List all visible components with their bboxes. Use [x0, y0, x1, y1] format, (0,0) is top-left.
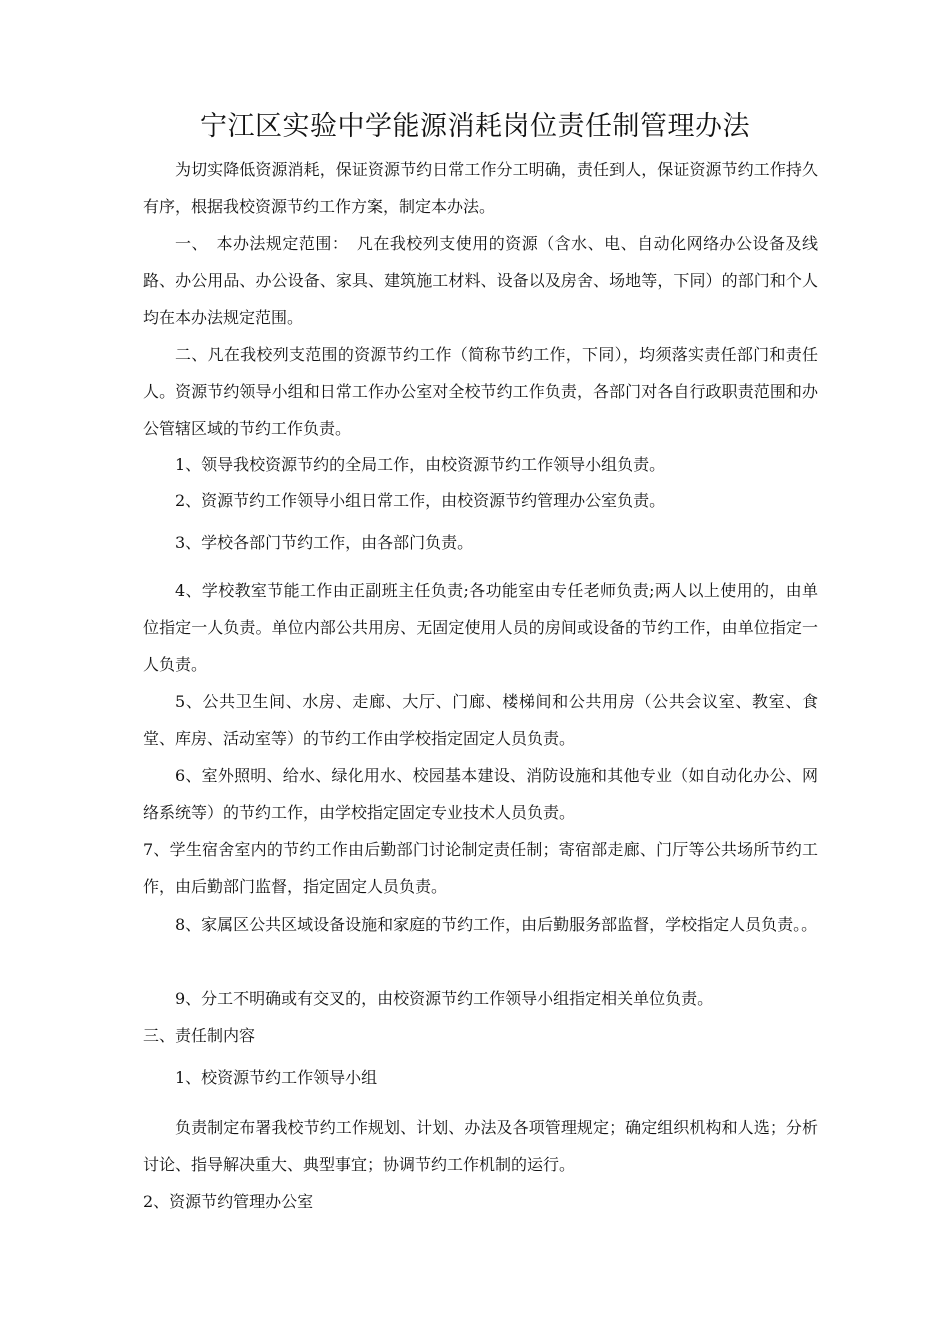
paragraph-section-1: 一、 本办法规定范围： 凡在我校列支使用的资源（含水、电、自动化网络办公设备及线路、办公用品、办公设备、家具、建筑施工材料、设备以及房舍、场地等，下同）的部门和个人均在本办法规定范围。: [143, 234, 818, 327]
subheading-leading-group: 1、校资源节约工作领导小组: [175, 1068, 378, 1087]
paragraph-item-3: 3、学校各部门节约工作，由各部门负责。: [175, 533, 474, 552]
paragraph-item-5: 5、公共卫生间、水房、走廊、大厅、门廊、楼梯间和公共用房（公共会议室、教室、食堂、库房、活动室等）的节约工作由学校指定固定人员负责。: [143, 692, 818, 748]
document-title: 宁江区实验中学能源消耗岗位责任制管理办法: [200, 111, 750, 142]
subheading-management-office: 2、资源节约管理办公室: [143, 1192, 314, 1211]
paragraph-item-7: 7、学生宿舍室内的节约工作由后勤部门讨论制定责任制；寄宿部走廊、门厅等公共场所节约工作，由后勤部门监督，指定固定人员负责。: [143, 840, 818, 896]
paragraph-section-2: 二、凡在我校列支范围的资源节约工作（简称节约工作，下同），均须落实责任部门和责任人。资源节约领导小组和日常工作办公室对全校节约工作负责，各部门对各自行政职责范围和办公管辖区域的节约工作负责。: [143, 345, 818, 438]
paragraph-item-9: 9、分工不明确或有交叉的，由校资源节约工作领导小组指定相关单位负责。: [175, 989, 714, 1008]
paragraph-item-6: 6、室外照明、给水、绿化用水、校园基本建设、消防设施和其他专业（如自动化办公、网络系统等）的节约工作，由学校指定固定专业技术人员负责。: [143, 766, 818, 822]
paragraph-leading-group-duties: 负责制定布署我校节约工作规划、计划、办法及各项管理规定；确定组织机构和人选；分析讨论、指导解决重大、典型事宜；协调节约工作机制的运行。: [143, 1118, 818, 1174]
paragraph-item-2: 2、资源节约工作领导小组日常工作，由校资源节约管理办公室负责。: [175, 491, 666, 510]
paragraph-item-8: 8、家属区公共区域设备设施和家庭的节约工作，由后勤服务部监督，学校指定人员负责。。: [175, 915, 818, 934]
paragraph-item-4: 4、学校教室节能工作由正副班主任负责;各功能室由专任老师负责;两人以上使用的，由单位指定一人负责。单位内部公共用房、无固定使用人员的房间或设备的节约工作，由单位指定一人负责。: [143, 581, 818, 674]
paragraph-item-1: 1、领导我校资源节约的全局工作，由校资源节约工作领导小组负责。: [175, 455, 666, 474]
section-heading-3: 三、责任制内容: [143, 1026, 256, 1045]
paragraph-intro: 为切实降低资源消耗，保证资源节约日常工作分工明确，责任到人，保证资源节约工作持久有序，根据我校资源节约工作方案，制定本办法。: [143, 160, 818, 216]
